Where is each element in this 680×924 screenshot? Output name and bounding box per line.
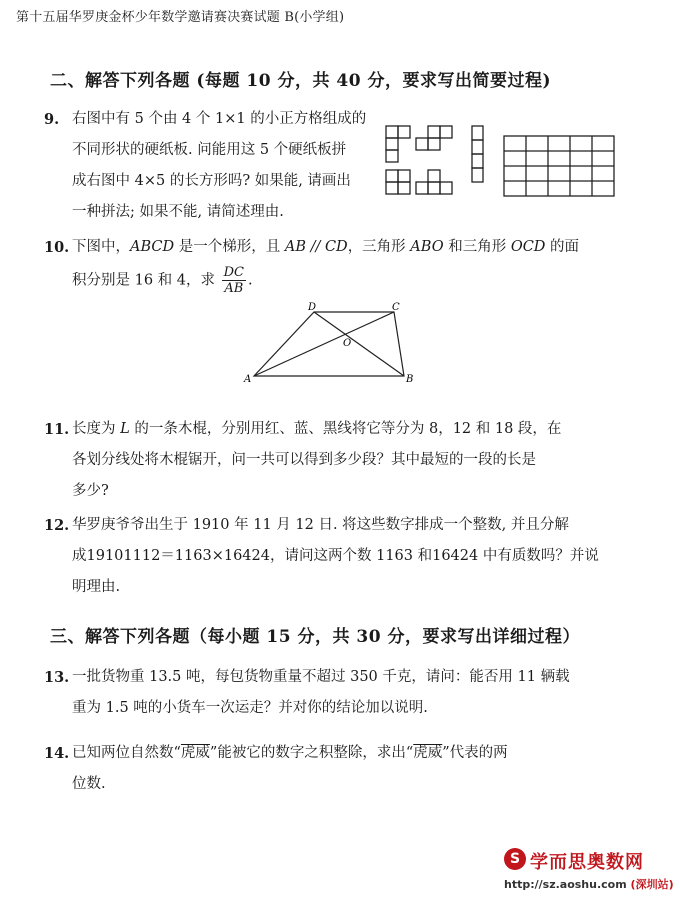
question-line [72, 738, 508, 769]
overlined-word: 虎威 [180, 745, 210, 761]
text: ”代表的两 [442, 745, 508, 761]
tetromino-shapes [386, 126, 483, 194]
question-line: 位数. [72, 776, 106, 792]
fraction-denominator: AB [224, 281, 244, 296]
rectangle-4x5 [504, 136, 614, 196]
question-number: 10. [44, 239, 70, 256]
question-number: 14. [44, 745, 70, 762]
logo-url-line [504, 876, 674, 892]
math-abo: ABO [410, 239, 444, 255]
text: 和三角形 [443, 239, 511, 255]
question-14 [44, 738, 508, 800]
question-line: 成19101112＝1163×16424，请问这两个数 1163 和16424 中有质数吗？并说 [72, 548, 599, 564]
question-12 [44, 510, 599, 603]
text: 长度为 [72, 421, 121, 437]
question-line: 不同形状的硬纸板. 问能用这 5 个硬纸板拼 [72, 142, 347, 158]
question-number: 12. [44, 517, 70, 534]
label-c: C [392, 302, 400, 313]
text: 是一个梯形，且 [174, 239, 285, 255]
text: ”能被它的数字之积整除，求出“ [209, 745, 414, 761]
page-header: 第十五届华罗庚金杯少年数学邀请赛决赛试题 B(小学组) [16, 10, 345, 25]
diagonal-ac [254, 312, 394, 376]
text: 的一条木棍，分别用红、蓝、黑线将它等分为 8，12 和 18 段，在 [129, 421, 562, 437]
label-b: B [406, 374, 414, 385]
question-line: 一种拼法; 如果不能, 请简述理由. [72, 204, 284, 220]
text: 已知两位自然数“ [72, 745, 181, 761]
text: ，三角形 [347, 239, 411, 255]
logo-branch: (深圳站) [630, 878, 674, 891]
question-line [72, 265, 579, 297]
label-a: A [244, 374, 252, 385]
question-number: 11. [44, 421, 70, 438]
label-d: D [308, 302, 317, 313]
question-11 [44, 414, 561, 507]
logo-url: http://sz.aoshu.com [504, 878, 627, 891]
text: . [248, 272, 253, 289]
text: 下图中， [72, 239, 130, 255]
question-line: 多少? [72, 483, 109, 499]
question-number: 9. [44, 111, 60, 128]
question-line: 华罗庚爷爷出生于 1910 年 11 月 12 日. 将这些数字排成一个整数, 并且分解 [72, 517, 569, 533]
logo-brand: 学而思奥数网 [530, 852, 644, 873]
question-line [72, 232, 579, 263]
question-line: 右图中有 5 个由 4 个 1×1 的小正方格组成的 [72, 111, 367, 127]
logo-s-icon: S [504, 848, 526, 870]
question-line: 各划分线处将木棍锯开，问一共可以得到多少段？其中最短的一段的长是 [72, 452, 536, 468]
trapezoid-figure [240, 302, 430, 386]
text: 的面 [545, 239, 580, 255]
question-9 [44, 104, 366, 228]
overlined-word: 虎威 [413, 745, 443, 761]
trapezoid-outline [254, 312, 404, 376]
math-abcd: ABCD [130, 239, 175, 255]
question-10 [44, 232, 579, 297]
question-number: 13. [44, 669, 70, 686]
label-o: O [343, 338, 352, 349]
fraction-dc-ab [222, 265, 246, 296]
section-2-title: 二、解答下列各题 (每题 10 分，共 40 分，要求写出简要过程) [50, 71, 551, 91]
question-13 [44, 662, 570, 724]
math-ocd: OCD [510, 239, 546, 255]
question-line: 重为 1.5 吨的小货车一次运走？并对你的结论加以说明. [72, 700, 428, 716]
question-line: 一批货物重 13.5 吨，每包货物重量不超过 350 千克，请问：能否用 11 辆载 [72, 669, 570, 685]
question-line: 成右图中 4×5 的长方形吗? 如果能, 请画出 [72, 173, 351, 189]
question-line [72, 414, 561, 445]
tetromino-figure [382, 120, 652, 200]
fraction-numerator: DC [223, 265, 244, 280]
math-l: L [120, 421, 130, 437]
diagonal-bd [314, 312, 404, 376]
math-parallel: AB // CD [284, 239, 348, 255]
text: 积分别是 16 和 4，求 [72, 272, 220, 289]
watermark-logo [500, 842, 676, 902]
section-3-title: 三、解答下列各题（每小题 15 分，共 30 分，要求写出详细过程） [50, 627, 580, 647]
question-line: 明理由. [72, 579, 121, 595]
